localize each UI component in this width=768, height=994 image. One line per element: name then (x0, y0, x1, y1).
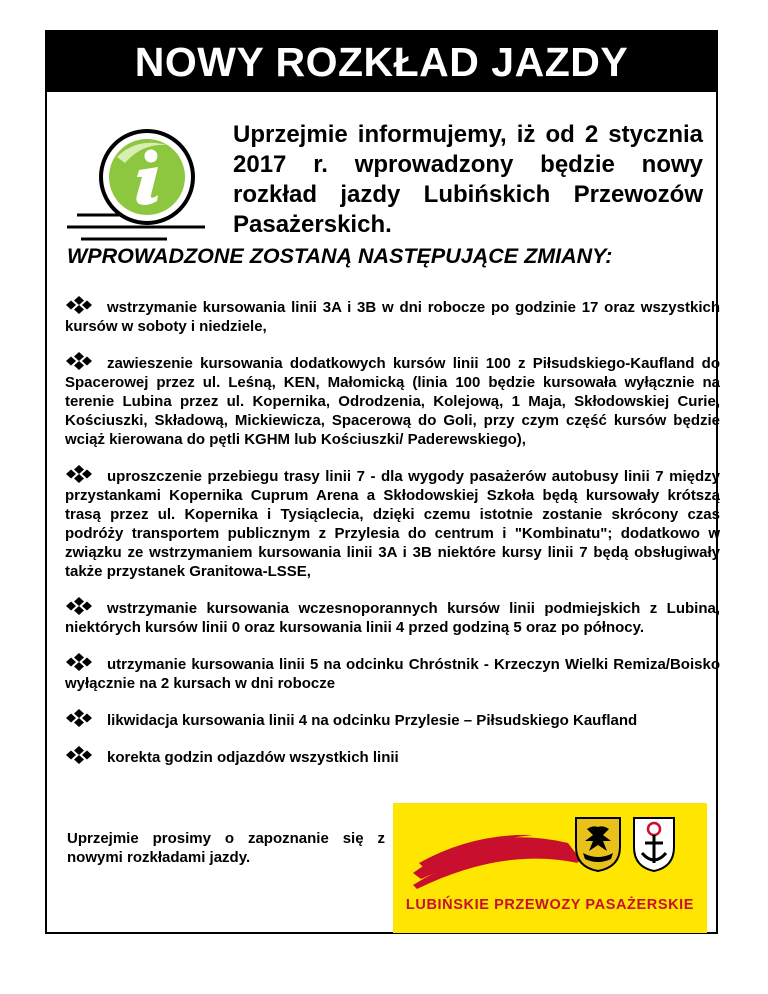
intro-text (233, 120, 703, 240)
list-item (65, 746, 720, 767)
change-text: utrzymanie kursowania linii 5 na odcinku Chróstnik - Krzeczyn Wielki Remiza/Boisko wyłącznie na 2 kursach w dni robocze (65, 656, 720, 692)
logo-text: LUBIŃSKIE PRZEWOZY PASAŻERSKIE (405, 897, 695, 913)
change-text: likwidacja kursowania linii 4 na odcinku Przylesie – Piłsudskiego Kaufland (107, 712, 638, 729)
footer-text: Uprzejmie prosimy o zapoznanie się z nowymi rozkładami jazdy. (67, 830, 385, 866)
changes-heading: WPROWADZONE ZOSTANĄ NASTĘPUJĄCE ZMIANY: (67, 244, 613, 268)
rail-swoosh-icon (413, 823, 593, 893)
four-diamond-bullet-icon (65, 296, 93, 314)
change-text: wstrzymanie kursowania linii 3A i 3B w dni robocze po godzinie 17 oraz wszystkich kursów w soboty i niedziele, (65, 299, 720, 335)
list-item (65, 465, 720, 581)
lubin-county-coat-of-arms-icon (631, 815, 677, 873)
lubin-coat-of-arms-icon (573, 815, 623, 873)
lpp-logo (393, 803, 707, 933)
change-text: zawieszenie kursowania dodatkowych kursów linii 100 z Piłsudskiego-Kaufland do Spacerowej przez ul. Leśną, KEN, Małomicką (linia 100 będzie kursowała wyłącznie na terenie Lubina przez ul. Kopernika, Odrodzenia, Kolejową, 1 Maja, Skłodowskiej Curie, Kościuszki, Składową, Mickiewicza, Spacerową do Goli, przy czym część kursów będzie wciąż kierowana do pętli KGHM lub Kościuszki/ Paderewskiego), (65, 355, 720, 448)
list-item (65, 352, 720, 449)
notice-title: NOWY ROZKŁAD JAZDY (47, 32, 716, 92)
list-item (65, 597, 720, 637)
change-text: uproszczenie przebiegu trasy linii 7 - dla wygody pasażerów autobusy linii 7 między przystankami Kopernika Cuprum Arena a Skłodowskiej Szkoła będą kursowały krótszą trasą przez ul. Kopernika i Tysiąclecia, dzięki czemu istotnie zostanie skrócony czas podróży transportem publicznym z Przylesia do centrum i "Kombinatu"; dodatkowo w związku ze wstrzymaniem kursowania linii 3A i 3B niektóre kursy linii 7 będą obsługiwały także przystanek Granitowa-LSSE, (65, 468, 720, 580)
changes-list (65, 296, 720, 783)
change-text: korekta godzin odjazdów wszystkich linii (107, 749, 399, 766)
four-diamond-bullet-icon (65, 352, 93, 370)
notice-frame (45, 30, 718, 934)
four-diamond-bullet-icon (65, 709, 93, 727)
four-diamond-bullet-icon (65, 746, 93, 764)
info-icon (67, 127, 217, 252)
change-text: wstrzymanie kursowania wczesnoporannych kursów linii podmiejskich z Lubina, niektórych kursów linii 0 oraz kursowania linii 4 przed godziną 5 oraz po północy. (65, 600, 720, 636)
four-diamond-bullet-icon (65, 597, 93, 615)
intro-paragraph: Uprzejmie informujemy, iż od 2 stycznia 2017 r. wprowadzony będzie nowy rozkład jazdy Lubińskich Przewozów Pasażerskich. (233, 121, 703, 238)
four-diamond-bullet-icon (65, 465, 93, 483)
list-item (65, 653, 720, 693)
four-diamond-bullet-icon (65, 653, 93, 671)
list-item (65, 296, 720, 336)
list-item (65, 709, 720, 730)
